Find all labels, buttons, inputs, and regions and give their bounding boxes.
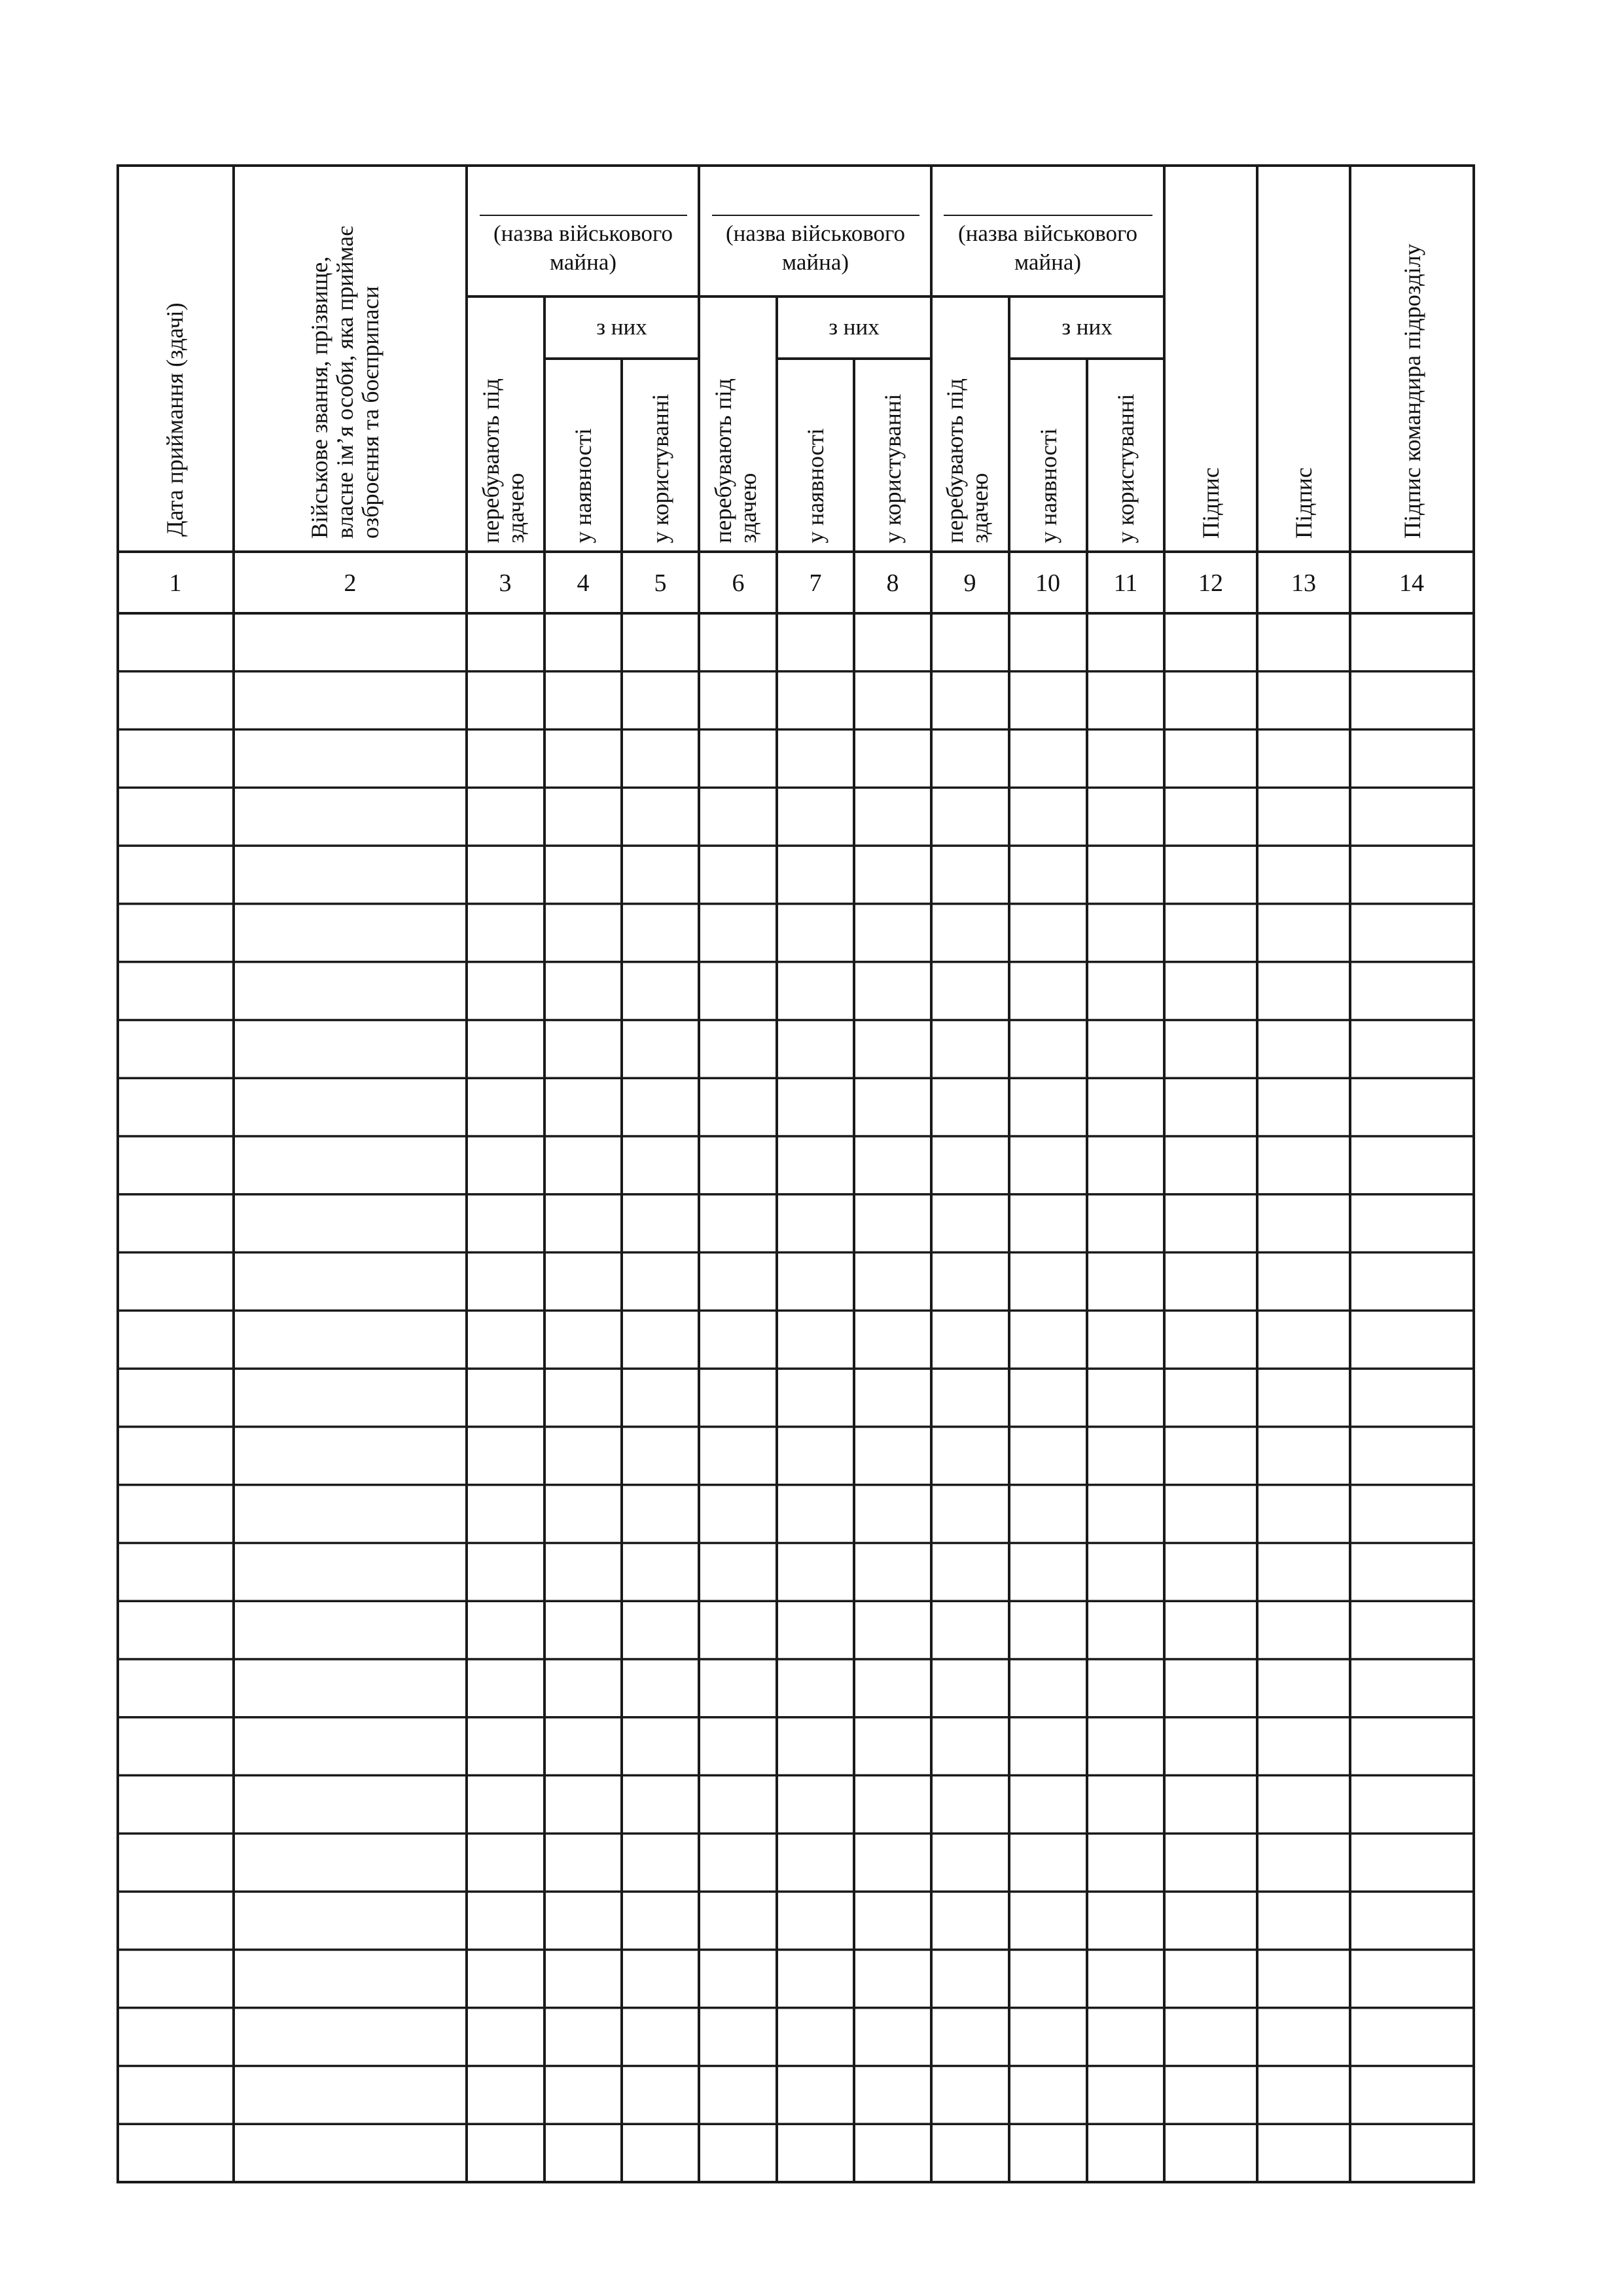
in-use-label-3: у користуванні <box>1113 393 1139 543</box>
person-header-line-3: озброєння та боєприпаси <box>357 285 383 539</box>
column-number-2: 2 <box>344 569 357 597</box>
under-handover-label-1b: здачею <box>503 473 529 543</box>
column-number-5: 5 <box>654 569 667 597</box>
property-name-label-2b: майна) <box>781 249 849 275</box>
column-number-4: 4 <box>577 569 590 597</box>
column-number-6: 6 <box>732 569 745 597</box>
property-group-2 <box>726 221 905 275</box>
under-handover-label-1a: перебувають під <box>478 378 504 543</box>
column-number-3: 3 <box>499 569 512 597</box>
date-header: Дата приймання (здачі) <box>162 302 188 537</box>
property-name-label-3b: майна) <box>1014 249 1082 275</box>
available-label-2: у наявності <box>802 428 829 543</box>
property-name-label-3a: (назва військового <box>957 221 1138 246</box>
column-number-8: 8 <box>886 569 899 597</box>
property-name-label-1b: майна) <box>549 249 617 275</box>
property-name-label-1a: (назва військового <box>493 221 673 246</box>
under-handover-label-3a: перебувають під <box>942 378 968 543</box>
column-number-13: 13 <box>1291 569 1316 597</box>
property-group-3 <box>958 221 1137 275</box>
signature-header-2: Підпис <box>1291 467 1317 539</box>
under-handover-label-2b: здачею <box>735 473 761 543</box>
of-them-label-1: з них <box>596 314 647 340</box>
in-use-label-1: у користуванні <box>647 393 673 543</box>
available-label-3: у наявності <box>1035 428 1061 543</box>
signature-header-1: Підпис <box>1198 467 1224 539</box>
under-handover-label-3b: здачею <box>967 473 993 543</box>
column-number-11: 11 <box>1113 569 1138 597</box>
commander-signature-header: Підпис командира підрозділу <box>1399 243 1425 539</box>
person-header-line-1: Військове звання, прізвище, <box>306 256 332 539</box>
property-group-1 <box>493 221 673 275</box>
column-number-9: 9 <box>963 569 976 597</box>
column-number-14: 14 <box>1399 569 1424 597</box>
under-handover-label-2a: перебувають під <box>710 378 736 543</box>
column-number-12: 12 <box>1198 569 1223 597</box>
property-name-label-2a: (назва військового <box>725 221 906 246</box>
column-number-10: 10 <box>1035 569 1060 597</box>
in-use-label-2: у користуванні <box>880 393 906 543</box>
person-header-line-2: власне ім’я особи, яка приймає <box>332 226 358 539</box>
available-label-1: у наявності <box>570 428 596 543</box>
body-rows <box>118 672 1474 2124</box>
of-them-label-2: з них <box>829 314 880 340</box>
column-number-row <box>169 569 1425 597</box>
column-number-7: 7 <box>809 569 822 597</box>
column-number-1: 1 <box>169 569 182 597</box>
person-header <box>306 226 383 539</box>
of-them-label-3: з них <box>1061 314 1113 340</box>
column-dividers <box>234 166 1350 2182</box>
